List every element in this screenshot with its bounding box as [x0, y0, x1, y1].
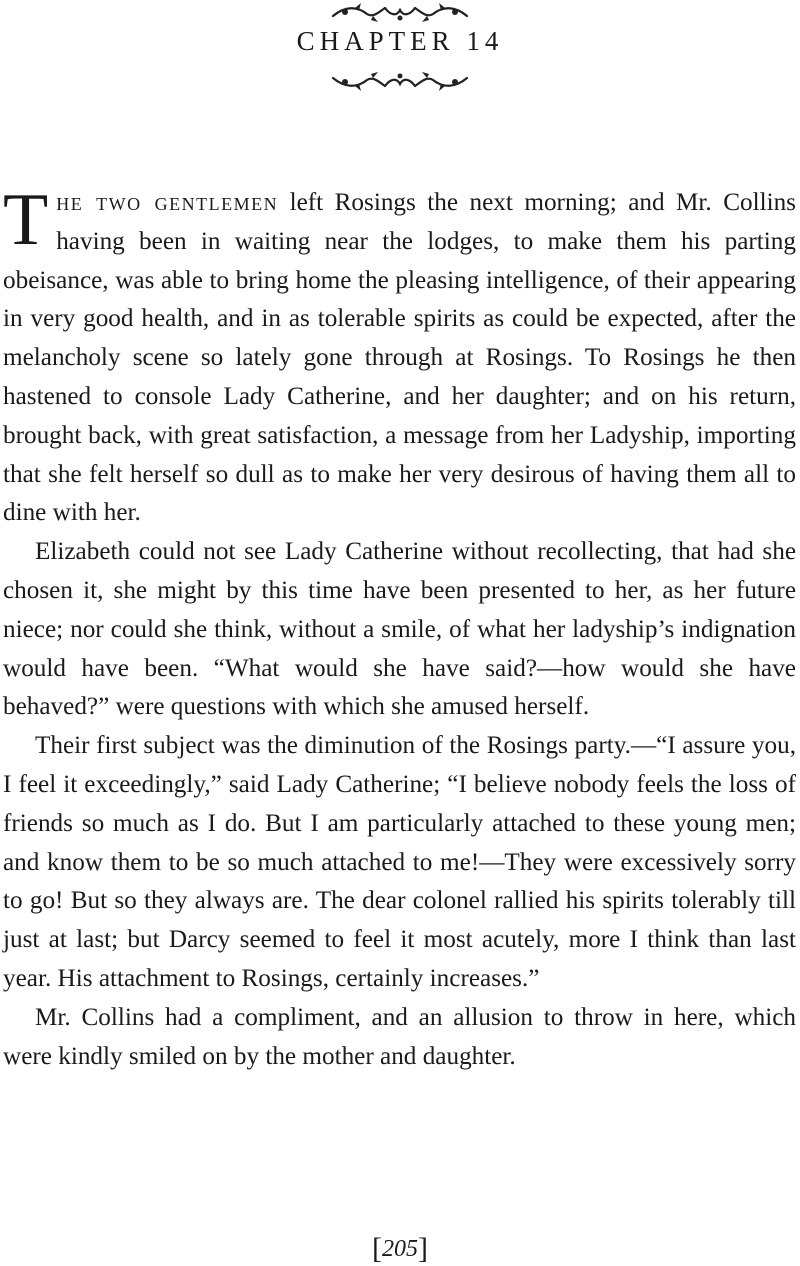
bottom-scroll-ornament	[0, 70, 800, 94]
paragraph-text: left Rosings the next morning; and Mr. Collins having been in waiting near the lodges, to make them his parting obeisance, was able to bring home the pleasing intelligence, of their appearing in very good health, and in as tolerable spirits as could be expected, after the melancholy scene so lately gone through at Rosings. To Rosings he then hastened to console Lady Catherine, and her daughter; and on his return, brought back, with great satisfaction, a message from her Ladyship, importing that she felt herself so dull as to make her very desirous of having them all to dine with her.	[3, 189, 796, 527]
page-number-footer	[0, 1230, 800, 1264]
chapter-body	[3, 179, 796, 1076]
paragraph-1	[3, 179, 796, 533]
scroll-ornament-icon	[325, 70, 475, 94]
top-scroll-ornament	[0, 2, 800, 24]
page-number: 205	[382, 1236, 418, 1262]
paragraph-3: Their first subject was the diminution of the Rosings party.—“I assure you, I feel it exceedingly,” said Lady Catherine; “I believe nobody feels the loss of friends so much as I do. But I am particularly attached to these young men; and know them to be so much attached to me!—They were excessively sorry to go! But so they always are. The dear colonel rallied his spirits tolerably till just at last; but Darcy seemed to feel it most acutely, more I think than last year. His attachment to Rosings, certainly increases.”	[3, 732, 796, 992]
drop-cap: T	[3, 179, 49, 261]
paragraph-4: Mr. Collins had a compliment, and an allusion to throw in here, which were kindly smiled on by the mother and daughter.	[3, 1003, 796, 1070]
paragraph-2: Elizabeth could not see Lady Catherine without recollecting, that had she chosen it, she might by this time have been presented to her, as her future niece; nor could she think, without a smile, of what her ladyship’s indignation would have been. “What would she have said?—how would she have behaved?” were questions with which she amused herself.	[3, 538, 796, 721]
left-bracket: [	[372, 1232, 382, 1265]
opening-small-caps: he two gentlemen	[56, 189, 279, 216]
chapter-title: CHAPTER 14	[296, 26, 504, 56]
right-bracket: ]	[418, 1232, 428, 1265]
scroll-ornament-icon	[325, 2, 475, 24]
